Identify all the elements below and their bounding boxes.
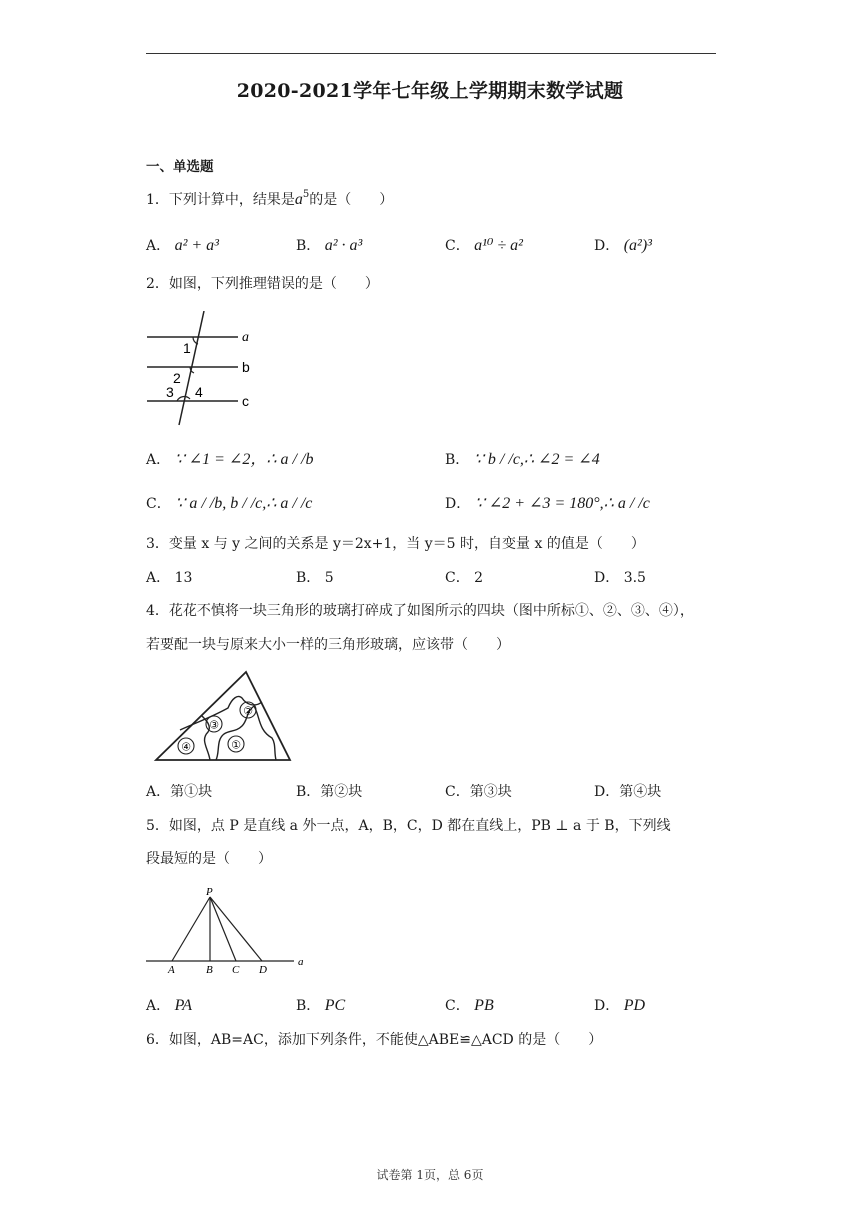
q1-option-a: A． a² + a³ — [146, 237, 219, 254]
q1-option-d: D． (a²)³ — [594, 237, 652, 254]
q3-option-b: B． 5 — [296, 570, 334, 586]
point-line-figure — [144, 885, 314, 977]
broken-triangle-figure — [150, 668, 294, 764]
q4-option-d: D．第④块 — [594, 784, 662, 800]
q4-option-c: C．第③块 — [445, 784, 512, 800]
triangle-outline — [156, 672, 290, 760]
q3-option-a: A． 13 — [146, 570, 193, 586]
page-title: 2020-2021学年七年级上学期期末数学试题 — [236, 80, 624, 102]
page-footer: 试卷第 1页，总 6页 — [376, 1168, 484, 1182]
q1-option-b: B． a² · a³ — [296, 237, 363, 254]
question-3-stem: 3．变量 x 与 y 之间的关系是 y＝2x+1，当 y＝5 时，自变量 x 的值是（ ） — [146, 536, 645, 552]
label-a-point: A — [168, 964, 175, 976]
label-d-point: D — [259, 964, 267, 976]
segment-pa — [172, 897, 210, 961]
piece-4-label: ④ — [181, 740, 191, 754]
question-6-stem: 6．如图，AB=AC，添加下列条件，不能使△ABE≌△ACD 的是（ ） — [146, 1032, 603, 1048]
piece-1-label: ① — [231, 738, 241, 752]
label-a: a — [242, 330, 249, 345]
label-angle-4: 4 — [195, 384, 203, 400]
question-4-stem-line-1: 4．花花不慎将一块三角形的玻璃打碎成了如图所示的四块（图中所标①、②、③、④）， — [146, 603, 694, 619]
section-heading: 一、单选题 — [146, 159, 214, 175]
label-angle-3: 3 — [166, 384, 174, 400]
q4-option-b: B．第②块 — [296, 784, 363, 800]
question-5-stem-line-2: 段最短的是（ ） — [146, 851, 272, 867]
q2-option-c: C． ∵ a / /b, b / /c,∴ a / /c — [146, 495, 313, 512]
piece-2-label: ② — [243, 704, 253, 718]
crack-line-4 — [254, 706, 276, 760]
header-rule — [146, 53, 716, 54]
q5-option-a: A． PA — [146, 997, 193, 1014]
q3-option-c: C． 2 — [445, 570, 484, 586]
label-angle-1: 1 — [183, 340, 191, 356]
label-p: P — [206, 886, 213, 898]
q3-option-d: D． 3.5 — [594, 570, 646, 586]
piece-3-label: ③ — [209, 718, 219, 732]
q5-option-b: B． PC — [296, 997, 346, 1014]
segment-pc — [210, 897, 236, 961]
q2-option-d: D． ∵ ∠2 + ∠3 = 180°,∴ a / /c — [445, 495, 650, 512]
segment-pd — [210, 897, 262, 961]
label-b: b — [242, 359, 250, 375]
question-2-stem: 2．如图，下列推理错误的是（ ） — [146, 276, 379, 292]
question-5-stem-line-1: 5．如图，点 P 是直线 a 外一点，A，B，C，D 都在直线上，PB ⊥ a 于 B，下列线 — [146, 818, 671, 834]
transversal-line — [179, 311, 204, 425]
label-angle-2: 2 — [173, 370, 181, 386]
q2-option-b: B． ∵ b / /c,∴ ∠2 = ∠4 — [445, 451, 600, 468]
parallel-lines-figure — [143, 311, 263, 427]
q5-option-c: C． PB — [445, 997, 494, 1014]
question-4-stem-line-2: 若要配一块与原来大小一样的三角形玻璃，应该带（ ） — [146, 637, 510, 653]
label-b-point: B — [206, 964, 213, 976]
label-c-point: C — [232, 964, 240, 976]
q4-option-a: A．第①块 — [146, 784, 213, 800]
q1-option-c: C． a¹⁰ ÷ a² — [445, 237, 523, 254]
label-line-a: a — [298, 956, 304, 968]
q5-option-d: D． PD — [594, 997, 646, 1014]
question-1-stem: 1．下列计算中，结果是$a^5$的是（ ） — [146, 189, 394, 208]
label-c: c — [242, 393, 249, 409]
q2-option-a: A． ∵ ∠1 = ∠2，∴ a / /b — [146, 451, 314, 468]
